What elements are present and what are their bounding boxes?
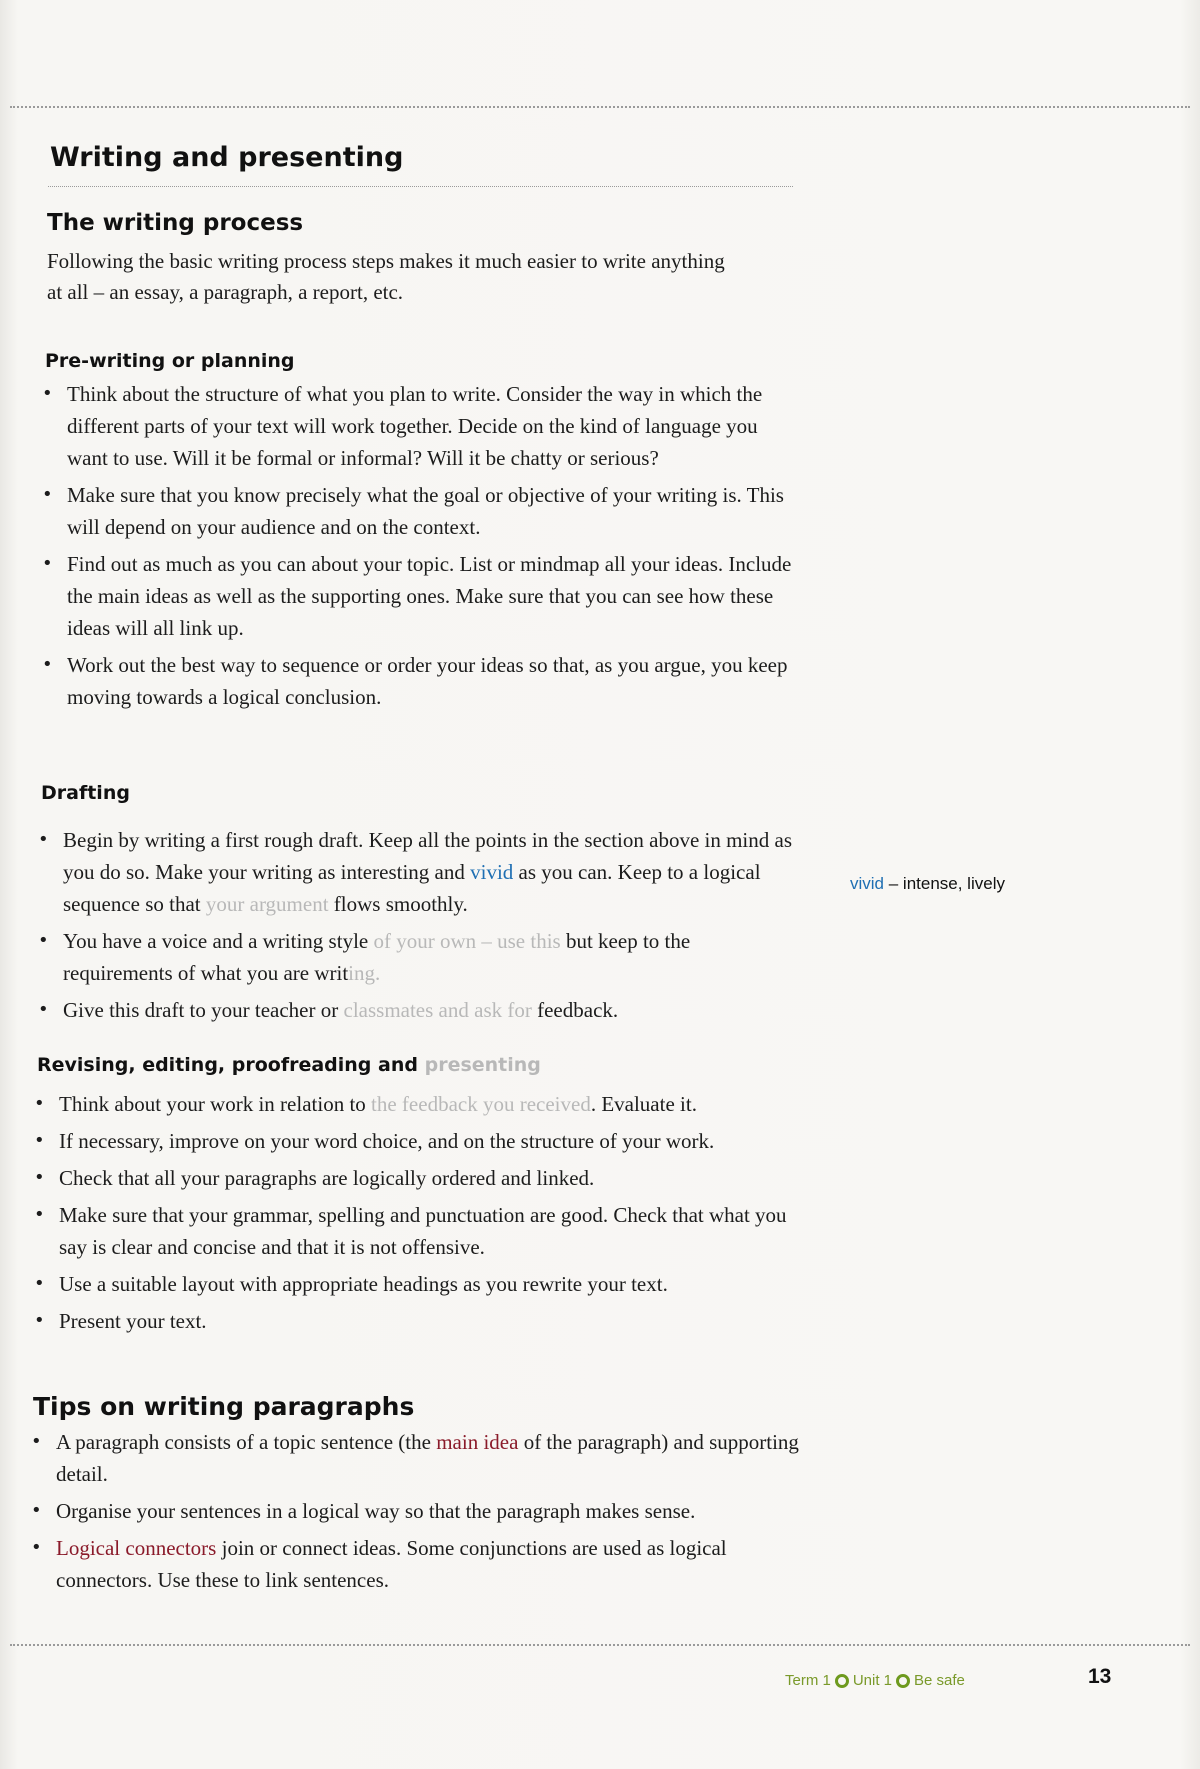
faded-text: the feedback you received (371, 1092, 591, 1116)
list-item: • Organise your sentences in a logical way so that the paragraph makes sense. (29, 1495, 799, 1527)
list-item: • Make sure that your grammar, spelling and punctuation are good. Check that what you say is clear and concise and that it is not offensive. (32, 1199, 802, 1263)
text: . Evaluate it. (590, 1092, 697, 1116)
text: as you can. Keep to a logical sequence so that (63, 860, 761, 916)
text: You have a voice and a writing style (63, 929, 374, 953)
section-title: The writing process (47, 210, 304, 236)
faded-text: presenting (424, 1054, 541, 1076)
bullet-dot-icon (896, 1674, 910, 1688)
page-number: 13 (1088, 1665, 1112, 1688)
glossary-term-vivid[interactable]: vivid (470, 860, 514, 884)
list-item: • Present your text. (32, 1305, 802, 1337)
list-item (36, 994, 796, 1026)
list-item (29, 1426, 799, 1490)
title-underline (48, 186, 793, 187)
tips-list (29, 1426, 799, 1601)
glossary-definition: – intense, lively (884, 874, 1005, 893)
glossary-note (850, 874, 1005, 894)
list-item: • Make sure that you know precisely what the goal or objective of your writing is. This will depend on your audience and on the context. (40, 479, 800, 543)
list-item: • If necessary, improve on your word choice, and on the structure of your work. (32, 1125, 802, 1157)
footer-breadcrumb (785, 1672, 965, 1689)
keyword-logical-connectors: Logical connectors (56, 1536, 217, 1560)
list-item (36, 925, 796, 989)
list-item: • Use a suitable layout with appropriate headings as you rewrite your text. (32, 1268, 802, 1300)
text: Give this draft to your teacher or (63, 998, 344, 1022)
list-item (36, 824, 796, 920)
bottom-divider (10, 1644, 1190, 1646)
intro-paragraph: Following the basic writing process steps makes it much easier to write anything at all – an essay, a paragraph, a report, etc. (47, 249, 725, 304)
revising-list (32, 1088, 802, 1342)
bullet-dot-icon (835, 1674, 849, 1688)
list-item: • Check that all your paragraphs are logically ordered and linked. (32, 1162, 802, 1194)
text: Begin by writing a first rough draft. Keep all the points in the section above in mind as you do so. Make your writing as interesting and (63, 828, 793, 884)
list-item: • Find out as much as you can about your topic. List or mindmap all your ideas. Include the main ideas as well as the supporting ones. Make sure that you can see how these ideas will all link up. (40, 548, 800, 644)
text: feedback. (531, 998, 619, 1022)
page-title: Writing and presenting (50, 142, 404, 173)
prewriting-list (40, 378, 800, 718)
list-item: • Work out the best way to sequence or order your ideas so that, as you argue, you keep moving towards a logical conclusion. (40, 649, 800, 713)
drafting-heading: Drafting (41, 782, 130, 804)
text: A paragraph consists of a topic sentence (the (56, 1430, 437, 1454)
glossary-term: vivid (850, 874, 885, 893)
faded-text: classmates and ask for (343, 998, 532, 1022)
text: flows smoothly. (328, 892, 468, 916)
text: of the paragraph) and supporting detail. (56, 1430, 799, 1486)
list-item: • Think about the structure of what you plan to write. Consider the way in which the different parts of your text will work together. Decide on the kind of language you want to use. Will it be formal or informal? Will it be chatty or serious? (40, 378, 800, 474)
text: Think about your work in relation to (59, 1092, 372, 1116)
text: but keep to the requirements of what you are writ (63, 929, 691, 985)
faded-text: your argument (205, 892, 329, 916)
text: Revising, editing, proofreading and (37, 1054, 425, 1076)
text: join or connect ideas. Some conjunctions are used as logical connectors. Use these to link sentences. (56, 1536, 727, 1592)
top-divider (10, 106, 1190, 108)
list-item (29, 1532, 799, 1596)
footer-term: Term 1 (785, 1672, 831, 1689)
faded-text: of your own – use this (373, 929, 561, 953)
list-item (32, 1088, 802, 1120)
prewriting-heading: Pre-writing or planning (45, 350, 295, 372)
footer-topic: Be safe (914, 1672, 965, 1689)
footer-unit: Unit 1 (852, 1672, 893, 1689)
faded-text: ing. (348, 961, 381, 985)
revising-heading (37, 1054, 541, 1076)
keyword-main-idea: main idea (436, 1430, 519, 1454)
tips-heading: Tips on writing paragraphs (33, 1392, 415, 1421)
drafting-list (36, 824, 796, 1031)
